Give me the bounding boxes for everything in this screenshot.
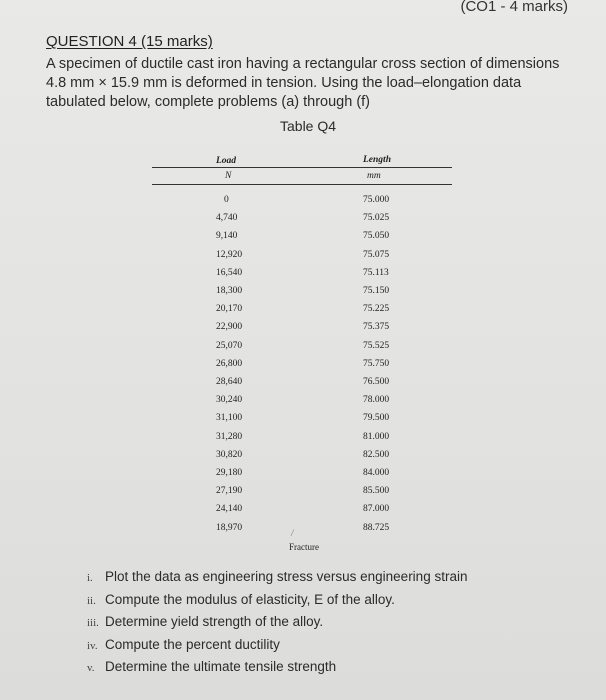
task-number: iv. bbox=[87, 639, 98, 652]
task-number: i. bbox=[87, 572, 93, 584]
length-cell: 75.225 bbox=[363, 304, 390, 315]
load-cell: 18,300 bbox=[216, 286, 243, 296]
load-cell: 28,640 bbox=[216, 377, 243, 387]
load-cell: 18,970 bbox=[216, 522, 243, 533]
question-intro: A specimen of ductile cast iron having a rectangular cross section of dimensions 4.8 mm × 15.9 mm is deformed in tension. Using the load–elongation data tabulated below, complete problems (a) through (f) bbox=[46, 56, 560, 110]
load-cell: 4,740 bbox=[216, 213, 238, 224]
task-item bbox=[87, 569, 467, 584]
table-row bbox=[152, 213, 452, 231]
load-cell: 24,140 bbox=[216, 504, 243, 515]
table-row bbox=[152, 395, 452, 413]
load-cell: 20,170 bbox=[216, 304, 243, 315]
load-cell: 0 bbox=[224, 195, 229, 205]
length-cell: 81.000 bbox=[363, 431, 390, 442]
table-row bbox=[152, 231, 452, 249]
task-text: Plot the data as engineering stress versus engineering strain bbox=[105, 569, 468, 584]
length-cell: 75.750 bbox=[363, 358, 390, 369]
load-cell: 16,540 bbox=[216, 267, 243, 278]
load-cell: 22,900 bbox=[216, 322, 243, 333]
table-rule-header bbox=[152, 184, 452, 185]
task-item bbox=[87, 592, 395, 607]
unit-length: mm bbox=[367, 171, 381, 181]
load-cell: 25,070 bbox=[216, 340, 243, 351]
table-row bbox=[152, 450, 452, 468]
load-cell: 30,820 bbox=[216, 449, 243, 460]
table-row bbox=[152, 504, 452, 522]
load-cell: 29,180 bbox=[216, 468, 243, 478]
length-cell: 75.000 bbox=[363, 195, 390, 205]
length-cell: 82.500 bbox=[363, 449, 390, 460]
load-cell: 26,800 bbox=[216, 358, 243, 369]
task-number: iii. bbox=[87, 617, 99, 629]
length-cell: 85.500 bbox=[363, 486, 390, 497]
length-cell: 79.500 bbox=[363, 413, 390, 424]
table-row bbox=[152, 413, 452, 431]
length-cell: 75.025 bbox=[363, 213, 390, 224]
load-cell: 30,240 bbox=[216, 395, 243, 406]
length-cell: 75.525 bbox=[363, 340, 390, 351]
table-row bbox=[152, 304, 452, 322]
task-number: ii. bbox=[87, 594, 96, 607]
table-row bbox=[152, 468, 452, 486]
table-row bbox=[152, 322, 452, 340]
task-text: Compute the percent ductility bbox=[105, 636, 280, 652]
task-item bbox=[87, 614, 323, 629]
task-item bbox=[87, 659, 336, 674]
fracture-mark-icon: / bbox=[291, 528, 294, 538]
length-cell: 88.725 bbox=[363, 522, 390, 533]
table-row bbox=[152, 359, 452, 377]
marks-label: (CO1 - 4 marks) bbox=[460, 0, 568, 15]
length-cell: 84.000 bbox=[363, 468, 390, 478]
task-number: v. bbox=[87, 662, 95, 674]
load-cell: 31,100 bbox=[216, 413, 243, 424]
table-row bbox=[152, 286, 452, 304]
load-cell: 9,140 bbox=[216, 231, 238, 242]
table-row bbox=[152, 432, 452, 450]
table-row bbox=[152, 377, 452, 395]
load-cell: 12,920 bbox=[216, 249, 243, 260]
length-cell: 76.500 bbox=[363, 377, 390, 387]
table-row bbox=[152, 268, 452, 286]
table-rule-top bbox=[152, 167, 452, 168]
length-cell: 75.075 bbox=[363, 249, 390, 260]
task-item bbox=[87, 637, 280, 652]
table-caption: Table Q4 bbox=[280, 118, 337, 134]
length-cell: 78.000 bbox=[363, 395, 390, 406]
length-cell: 87.000 bbox=[363, 504, 390, 515]
question-title: QUESTION 4 (15 marks) bbox=[46, 33, 213, 50]
unit-load: N bbox=[225, 171, 232, 181]
column-header-load: Load bbox=[216, 156, 237, 166]
load-cell: 31,280 bbox=[216, 431, 243, 442]
table-row bbox=[152, 486, 452, 504]
length-cell: 75.150 bbox=[363, 286, 390, 296]
length-cell: 75.113 bbox=[363, 267, 389, 278]
table-row bbox=[152, 341, 452, 359]
load-cell: 27,190 bbox=[216, 486, 243, 497]
task-text: Compute the modulus of elasticity, E of the alloy. bbox=[105, 591, 395, 607]
column-header-length: Length bbox=[363, 155, 391, 165]
table-row bbox=[152, 195, 452, 213]
task-text: Determine yield strength of the alloy. bbox=[105, 614, 324, 629]
length-cell: 75.050 bbox=[363, 231, 390, 242]
table-row bbox=[152, 250, 452, 268]
fracture-label: Fracture bbox=[289, 542, 319, 552]
length-cell: 75.375 bbox=[363, 322, 390, 333]
table-row bbox=[152, 523, 452, 541]
task-text: Determine the ultimate tensile strength bbox=[105, 659, 337, 674]
